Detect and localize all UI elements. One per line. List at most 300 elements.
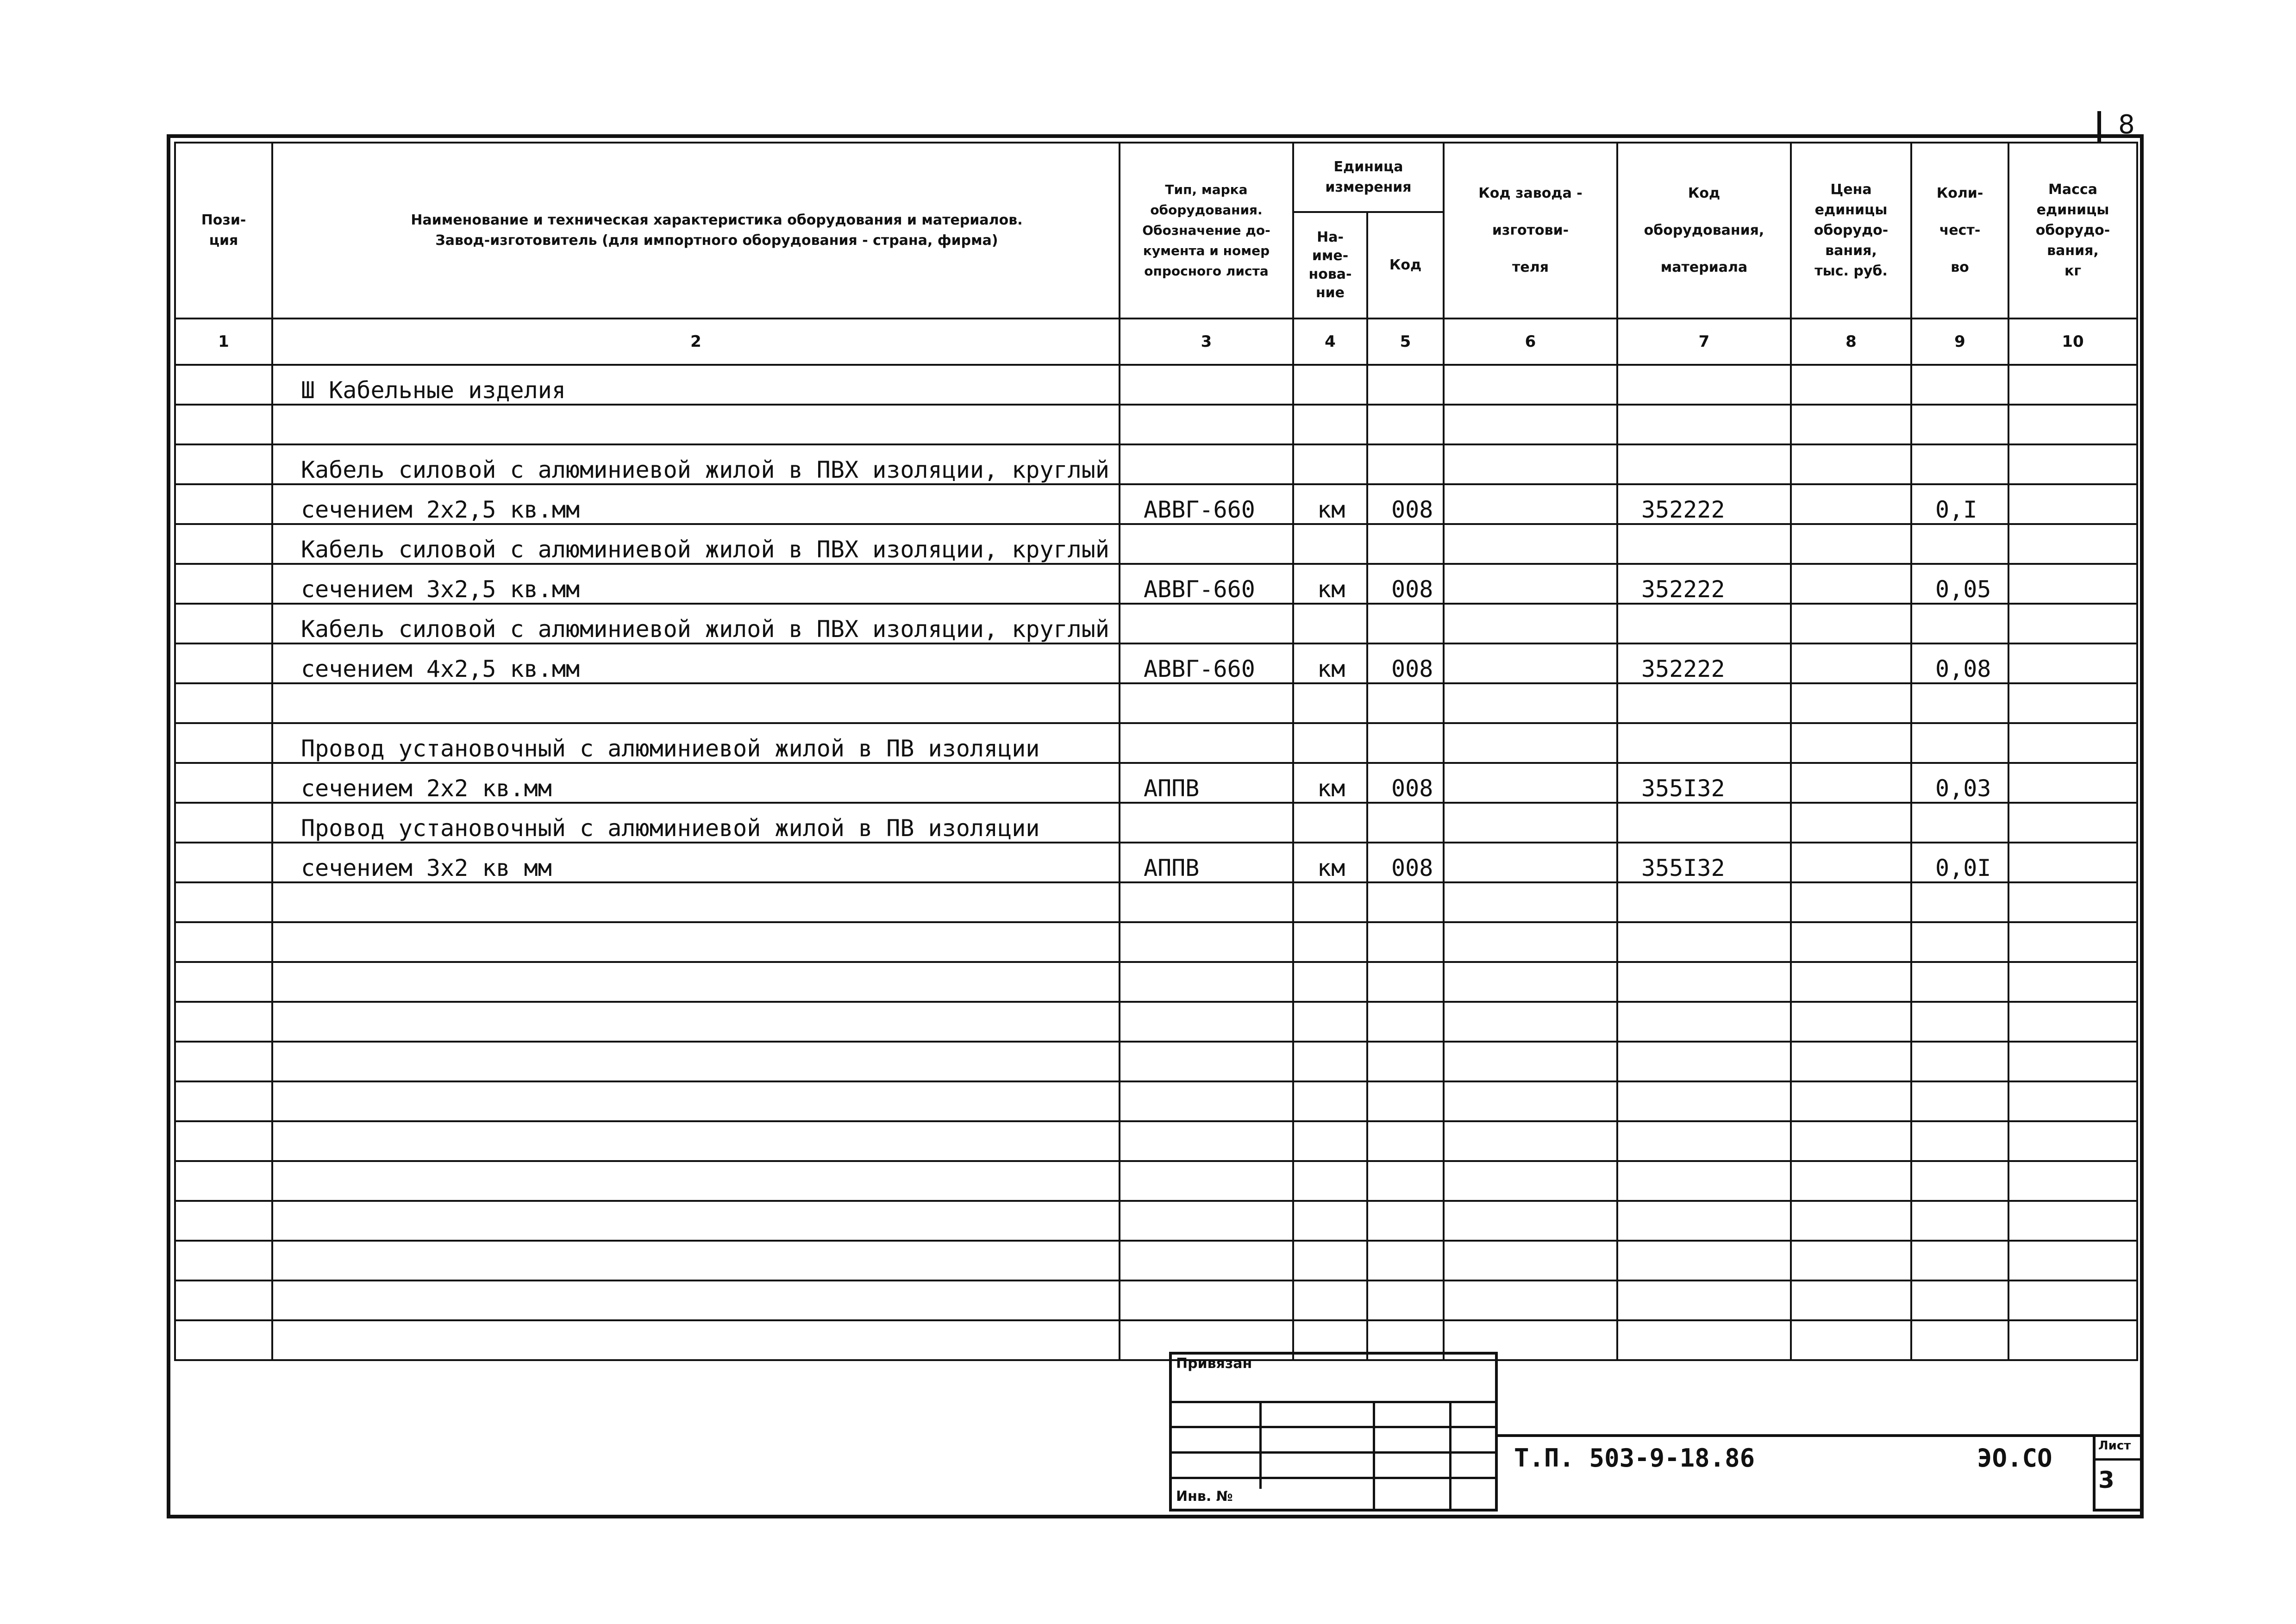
mass-cell	[2008, 484, 2137, 524]
mass-cell	[2008, 365, 2137, 405]
position-cell	[175, 803, 272, 843]
position-cell	[175, 843, 272, 882]
unit-code-cell: 008	[1367, 564, 1444, 604]
maker-code-cell	[1444, 763, 1617, 803]
table-row	[175, 803, 2137, 843]
unit-name-cell	[1293, 1081, 1367, 1121]
stamp-line	[1169, 1426, 1498, 1428]
type-cell: АППВ	[1120, 763, 1293, 803]
name-cell: сечением 2х2 кв.мм	[272, 763, 1120, 803]
table-row	[175, 1121, 2137, 1161]
mass-cell	[2008, 962, 2137, 1002]
position-cell	[175, 763, 272, 803]
type-cell	[1120, 1121, 1293, 1161]
unit-code-cell	[1367, 1280, 1444, 1320]
header-name-line2: Завод-изготовитель (для импортного оборудования - страна, фирма)	[435, 232, 998, 249]
header-unit-name: На- име- нова- ние	[1293, 212, 1367, 319]
unit-name-cell	[1293, 365, 1367, 405]
mass-cell	[2008, 843, 2137, 882]
maker-code-cell	[1444, 405, 1617, 444]
maker-code-cell	[1444, 843, 1617, 882]
price-cell	[1791, 1161, 1911, 1201]
mass-cell	[2008, 763, 2137, 803]
unit-name-cell	[1293, 604, 1367, 643]
equipment-code-cell	[1617, 1161, 1791, 1201]
type-cell: АВВГ-660	[1120, 643, 1293, 683]
unit-name-cell	[1293, 1121, 1367, 1161]
equipment-code-cell: 352222	[1617, 643, 1791, 683]
column-number: 9	[1911, 319, 2008, 365]
mass-cell	[2008, 444, 2137, 484]
quantity-cell: 0,03	[1911, 763, 2008, 803]
mass-cell	[2008, 1002, 2137, 1042]
name-cell: сечением 3х2 кв мм	[272, 843, 1120, 882]
header-type: Тип, марка оборудования. Обозначение до- кумента и номер опросного листа	[1120, 143, 1293, 319]
name-cell: Провод установочный с алюминиевой жилой в ПВ изоляции	[272, 803, 1120, 843]
name-cell	[272, 922, 1120, 962]
type-cell	[1120, 524, 1293, 564]
equipment-code-cell	[1617, 1280, 1791, 1320]
mass-cell	[2008, 1320, 2137, 1360]
equipment-code-cell	[1617, 803, 1791, 843]
document-code: Т.П. 503-9-18.86	[1514, 1443, 1755, 1473]
equipment-code-cell	[1617, 1241, 1791, 1280]
name-cell	[272, 683, 1120, 723]
name-cell	[272, 1121, 1120, 1161]
type-cell	[1120, 405, 1293, 444]
quantity-cell	[1911, 1121, 2008, 1161]
position-cell	[175, 1280, 272, 1320]
table-row	[175, 843, 2137, 882]
unit-name-cell	[1293, 405, 1367, 444]
quantity-cell: 0,I	[1911, 484, 2008, 524]
header-equipment-code: Код оборудования, материала	[1617, 143, 1791, 319]
price-cell	[1791, 962, 1911, 1002]
mass-cell	[2008, 922, 2137, 962]
type-cell	[1120, 1280, 1293, 1320]
unit-name-cell	[1293, 1042, 1367, 1081]
type-cell	[1120, 723, 1293, 763]
unit-name-cell	[1293, 1201, 1367, 1241]
maker-code-cell	[1444, 962, 1617, 1002]
stamp-line	[1259, 1401, 1262, 1489]
price-cell	[1791, 1121, 1911, 1161]
table-row	[175, 1161, 2137, 1201]
unit-code-cell	[1367, 803, 1444, 843]
position-cell	[175, 484, 272, 524]
table-row	[175, 1280, 2137, 1320]
mass-cell	[2008, 405, 2137, 444]
column-numbers-row	[175, 319, 2137, 365]
unit-code-cell	[1367, 922, 1444, 962]
unit-code-cell	[1367, 604, 1444, 643]
stamp-line	[1169, 1477, 1498, 1479]
type-cell	[1120, 882, 1293, 922]
mass-cell	[2008, 604, 2137, 643]
name-cell: Кабель силовой с алюминиевой жилой в ПВХ изоляции, круглый	[272, 604, 1120, 643]
unit-name-cell	[1293, 723, 1367, 763]
position-cell	[175, 365, 272, 405]
mass-cell	[2008, 803, 2137, 843]
quantity-cell	[1911, 1201, 2008, 1241]
price-cell	[1791, 1201, 1911, 1241]
name-cell	[272, 1081, 1120, 1121]
quantity-cell	[1911, 1280, 2008, 1320]
maker-code-cell	[1444, 444, 1617, 484]
type-cell	[1120, 922, 1293, 962]
quantity-cell	[1911, 524, 2008, 564]
equipment-code-cell	[1617, 1081, 1791, 1121]
type-cell	[1120, 1201, 1293, 1241]
equipment-code-cell	[1617, 1002, 1791, 1042]
price-cell	[1791, 643, 1911, 683]
equipment-code-cell: 355I32	[1617, 763, 1791, 803]
mass-cell	[2008, 643, 2137, 683]
maker-code-cell	[1444, 1121, 1617, 1161]
table-row	[175, 405, 2137, 444]
position-cell	[175, 922, 272, 962]
price-cell	[1791, 405, 1911, 444]
table-row	[175, 365, 2137, 405]
table-row	[175, 1002, 2137, 1042]
mass-cell	[2008, 564, 2137, 604]
table-row	[175, 683, 2137, 723]
quantity-cell: 0,08	[1911, 643, 2008, 683]
maker-code-cell	[1444, 1002, 1617, 1042]
unit-name-cell	[1293, 1280, 1367, 1320]
name-cell: сечением 3х2,5 кв.мм	[272, 564, 1120, 604]
table-row	[175, 564, 2137, 604]
column-number: 2	[272, 319, 1120, 365]
header-price: Цена единицы оборудо- вания, тыс. руб.	[1791, 143, 1911, 319]
table-row	[175, 524, 2137, 564]
unit-code-cell	[1367, 1161, 1444, 1201]
equipment-code-cell	[1617, 1201, 1791, 1241]
name-cell: Кабель силовой с алюминиевой жилой в ПВХ изоляции, круглый	[272, 524, 1120, 564]
table-row	[175, 763, 2137, 803]
price-cell	[1791, 723, 1911, 763]
table-row	[175, 962, 2137, 1002]
name-cell	[272, 1241, 1120, 1280]
column-number: 3	[1120, 319, 1293, 365]
quantity-cell: 0,0I	[1911, 843, 2008, 882]
maker-code-cell	[1444, 604, 1617, 643]
bound-stamp	[1169, 1352, 1498, 1512]
sheet-corner-number: 8	[2097, 111, 2152, 144]
type-cell	[1120, 1241, 1293, 1280]
unit-code-cell	[1367, 1121, 1444, 1161]
name-cell	[272, 962, 1120, 1002]
unit-code-cell	[1367, 723, 1444, 763]
unit-name-cell	[1293, 1241, 1367, 1280]
name-cell: Кабель силовой с алюминиевой жилой в ПВХ изоляции, круглый	[272, 444, 1120, 484]
maker-code-cell	[1444, 524, 1617, 564]
type-cell	[1120, 683, 1293, 723]
unit-code-cell	[1367, 882, 1444, 922]
quantity-cell	[1911, 882, 2008, 922]
title-block-top-line	[1495, 1434, 2144, 1437]
equipment-code-cell	[1617, 365, 1791, 405]
position-cell	[175, 1201, 272, 1241]
mass-cell	[2008, 683, 2137, 723]
price-cell	[1791, 564, 1911, 604]
table-row	[175, 484, 2137, 524]
specification-table	[174, 142, 2138, 1361]
unit-name-cell: км	[1293, 564, 1367, 604]
equipment-code-cell	[1617, 444, 1791, 484]
maker-code-cell	[1444, 1280, 1617, 1320]
position-cell	[175, 524, 272, 564]
type-cell	[1120, 1161, 1293, 1201]
type-cell	[1120, 1002, 1293, 1042]
price-cell	[1791, 524, 1911, 564]
unit-name-cell	[1293, 922, 1367, 962]
position-cell	[175, 604, 272, 643]
table-row	[175, 1081, 2137, 1121]
unit-code-cell: 008	[1367, 843, 1444, 882]
quantity-cell	[1911, 683, 2008, 723]
type-cell: АВВГ-660	[1120, 564, 1293, 604]
position-cell	[175, 1320, 272, 1360]
unit-code-cell	[1367, 405, 1444, 444]
type-cell	[1120, 365, 1293, 405]
quantity-cell	[1911, 405, 2008, 444]
table-row	[175, 643, 2137, 683]
unit-code-cell	[1367, 962, 1444, 1002]
unit-name-cell	[1293, 444, 1367, 484]
name-cell: Ш Кабельные изделия	[272, 365, 1120, 405]
stamp-line	[1373, 1401, 1375, 1512]
equipment-code-cell	[1617, 524, 1791, 564]
table-row	[175, 922, 2137, 962]
sheet-value: 3	[2098, 1467, 2115, 1493]
position-cell	[175, 405, 272, 444]
position-cell	[175, 723, 272, 763]
name-cell	[272, 1320, 1120, 1360]
position-cell	[175, 564, 272, 604]
inventory-label: Инв. №	[1176, 1488, 1233, 1505]
table-row	[175, 882, 2137, 922]
maker-code-cell	[1444, 683, 1617, 723]
type-cell: АВВГ-660	[1120, 484, 1293, 524]
price-cell	[1791, 365, 1911, 405]
header-maker-code: Код завода - изготови- теля	[1444, 143, 1617, 319]
type-cell	[1120, 1081, 1293, 1121]
column-number: 6	[1444, 319, 1617, 365]
equipment-code-cell	[1617, 1042, 1791, 1081]
maker-code-cell	[1444, 484, 1617, 524]
unit-code-cell	[1367, 1201, 1444, 1241]
mass-cell	[2008, 1121, 2137, 1161]
unit-code-cell	[1367, 365, 1444, 405]
price-cell	[1791, 922, 1911, 962]
unit-name-cell: км	[1293, 763, 1367, 803]
sheet-label: Лист	[2098, 1439, 2131, 1453]
header-mass: Масса единицы оборудо- вания, кг	[2008, 143, 2137, 319]
stamp-line	[1169, 1451, 1498, 1454]
unit-code-cell: 008	[1367, 763, 1444, 803]
equipment-code-cell	[1617, 962, 1791, 1002]
unit-code-cell	[1367, 1241, 1444, 1280]
unit-name-cell: км	[1293, 643, 1367, 683]
header-name	[272, 143, 1120, 319]
maker-code-cell	[1444, 922, 1617, 962]
position-cell	[175, 643, 272, 683]
position-cell	[175, 1241, 272, 1280]
column-number: 5	[1367, 319, 1444, 365]
header-unit-group: Единица измерения	[1293, 143, 1444, 212]
type-cell	[1120, 444, 1293, 484]
price-cell	[1791, 882, 1911, 922]
name-cell: сечением 4х2,5 кв.мм	[272, 643, 1120, 683]
quantity-cell	[1911, 803, 2008, 843]
table-row	[175, 1201, 2137, 1241]
price-cell	[1791, 843, 1911, 882]
maker-code-cell	[1444, 882, 1617, 922]
price-cell	[1791, 444, 1911, 484]
price-cell	[1791, 683, 1911, 723]
equipment-code-cell	[1617, 882, 1791, 922]
type-cell	[1120, 962, 1293, 1002]
table-row	[175, 1042, 2137, 1081]
name-cell	[272, 1161, 1120, 1201]
price-cell	[1791, 1081, 1911, 1121]
price-cell	[1791, 484, 1911, 524]
table-body	[175, 365, 2137, 1360]
quantity-cell	[1911, 1241, 2008, 1280]
price-cell	[1791, 1042, 1911, 1081]
unit-code-cell	[1367, 1042, 1444, 1081]
quantity-cell	[1911, 604, 2008, 643]
mass-cell	[2008, 1241, 2137, 1280]
table-row	[175, 444, 2137, 484]
price-cell	[1791, 1241, 1911, 1280]
unit-code-cell	[1367, 683, 1444, 723]
price-cell	[1791, 1320, 1911, 1360]
quantity-cell	[1911, 922, 2008, 962]
unit-code-cell: 008	[1367, 643, 1444, 683]
mass-cell	[2008, 1042, 2137, 1081]
unit-name-cell	[1293, 803, 1367, 843]
position-cell	[175, 1161, 272, 1201]
type-cell	[1120, 604, 1293, 643]
maker-code-cell	[1444, 1042, 1617, 1081]
name-cell	[272, 1002, 1120, 1042]
position-cell	[175, 882, 272, 922]
equipment-code-cell: 352222	[1617, 564, 1791, 604]
unit-name-cell: км	[1293, 843, 1367, 882]
price-cell	[1791, 1280, 1911, 1320]
unit-name-cell	[1293, 524, 1367, 564]
table-row	[175, 1241, 2137, 1280]
maker-code-cell	[1444, 723, 1617, 763]
unit-code-cell	[1367, 1081, 1444, 1121]
equipment-code-cell	[1617, 683, 1791, 723]
table-row	[175, 604, 2137, 643]
mass-cell	[2008, 1081, 2137, 1121]
unit-name-cell	[1293, 683, 1367, 723]
name-cell	[272, 1201, 1120, 1241]
type-cell	[1120, 803, 1293, 843]
position-cell	[175, 962, 272, 1002]
equipment-code-cell	[1617, 405, 1791, 444]
mass-cell	[2008, 882, 2137, 922]
column-number: 10	[2008, 319, 2137, 365]
table-row	[175, 723, 2137, 763]
maker-code-cell	[1444, 1201, 1617, 1241]
unit-code-cell	[1367, 524, 1444, 564]
header-quantity: Коли- чест- во	[1911, 143, 2008, 319]
equipment-code-cell	[1617, 723, 1791, 763]
maker-code-cell	[1444, 803, 1617, 843]
stamp-line	[1449, 1401, 1451, 1512]
name-cell	[272, 882, 1120, 922]
type-cell	[1120, 1042, 1293, 1081]
position-cell	[175, 444, 272, 484]
mass-cell	[2008, 723, 2137, 763]
equipment-code-cell: 352222	[1617, 484, 1791, 524]
header-position: Пози- ция	[175, 143, 272, 319]
quantity-cell	[1911, 1320, 2008, 1360]
maker-code-cell	[1444, 564, 1617, 604]
quantity-cell	[1911, 962, 2008, 1002]
quantity-cell	[1911, 1081, 2008, 1121]
mass-cell	[2008, 1201, 2137, 1241]
price-cell	[1791, 1002, 1911, 1042]
quantity-cell: 0,05	[1911, 564, 2008, 604]
unit-code-cell	[1367, 444, 1444, 484]
equipment-code-cell: 355I32	[1617, 843, 1791, 882]
column-number: 7	[1617, 319, 1791, 365]
position-cell	[175, 683, 272, 723]
column-number: 8	[1791, 319, 1911, 365]
mass-cell	[2008, 1280, 2137, 1320]
name-cell	[272, 1042, 1120, 1081]
name-cell: Провод установочный с алюминиевой жилой в ПВ изоляции	[272, 723, 1120, 763]
price-cell	[1791, 763, 1911, 803]
unit-code-cell	[1367, 1002, 1444, 1042]
unit-name-cell	[1293, 882, 1367, 922]
equipment-code-cell	[1617, 1121, 1791, 1161]
column-number: 4	[1293, 319, 1367, 365]
maker-code-cell	[1444, 1241, 1617, 1280]
quantity-cell	[1911, 365, 2008, 405]
maker-code-cell	[1444, 643, 1617, 683]
quantity-cell	[1911, 444, 2008, 484]
sheet-box-divider	[2093, 1458, 2144, 1461]
unit-name-cell	[1293, 962, 1367, 1002]
equipment-code-cell	[1617, 922, 1791, 962]
maker-code-cell	[1444, 365, 1617, 405]
maker-code-cell	[1444, 1081, 1617, 1121]
name-cell	[272, 405, 1120, 444]
bound-label: Привязан	[1176, 1355, 1252, 1372]
position-cell	[175, 1002, 272, 1042]
price-cell	[1791, 604, 1911, 643]
name-cell	[272, 1280, 1120, 1320]
stamp-line	[1169, 1401, 1498, 1403]
unit-name-cell	[1293, 1002, 1367, 1042]
quantity-cell	[1911, 1042, 2008, 1081]
column-number: 1	[175, 319, 272, 365]
type-cell: АППВ	[1120, 843, 1293, 882]
quantity-cell	[1911, 1002, 2008, 1042]
quantity-cell	[1911, 1161, 2008, 1201]
position-cell	[175, 1081, 272, 1121]
quantity-cell	[1911, 723, 2008, 763]
mass-cell	[2008, 1161, 2137, 1201]
header-name-line1: Наименование и техническая характеристика оборудования и материалов.	[411, 212, 1023, 228]
